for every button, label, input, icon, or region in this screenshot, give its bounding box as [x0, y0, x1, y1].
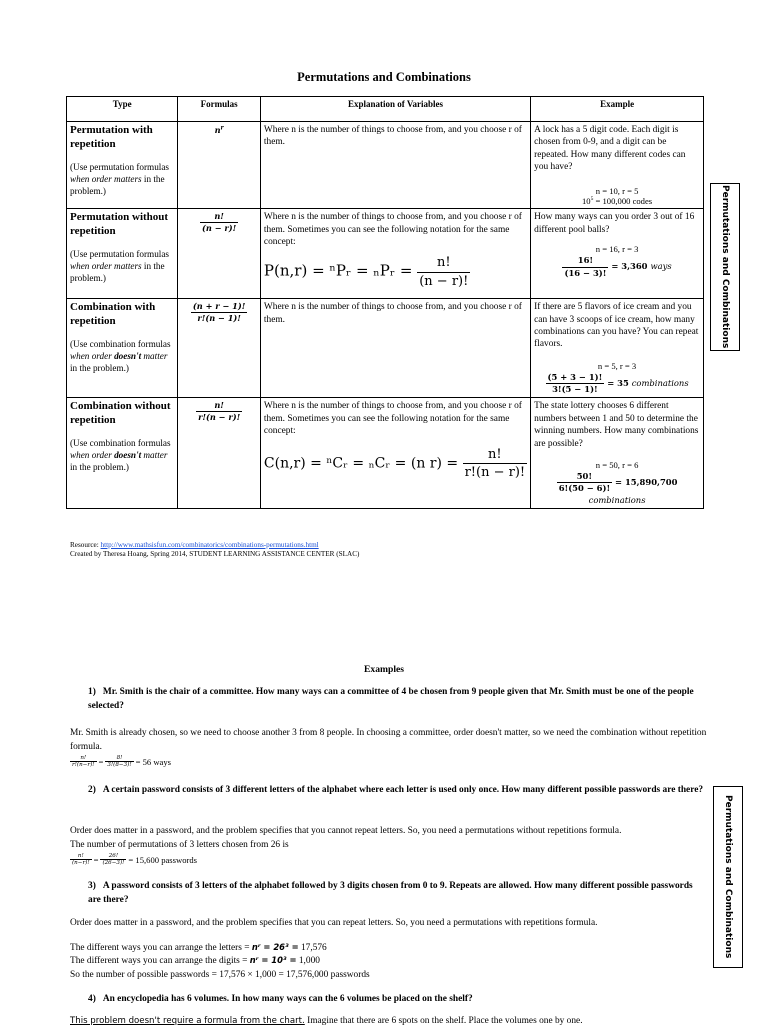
answer-1: Mr. Smith is already chosen, so we need to choose another 3 from 8 people. In choosing a committee, order doesn't matter, so we need the combination without repetition formula.: [70, 728, 707, 753]
type-cell: [67, 122, 178, 209]
example-params: n = 10, r = 5: [595, 185, 639, 196]
answer-3-lines: The different ways you can arrange the letters = nʳ = 26³ = 17,576 The different ways you can arrange the digits = nʳ = 10³ = 1,000 So the number of possible passwords = 17,576 × 1,000 = 17,576,000 passwords: [70, 942, 370, 980]
answer-2: Order does matter in a password, and the problem specifies that you cannot repeat letters. So, you need a permutations without repetitions formula. The number of permutations of 3 letters chosen from 26 is: [70, 826, 622, 851]
explanation-cell: Where n is the number of things to choose from, and you choose r of them.: [260, 299, 530, 398]
formula-table: [66, 96, 704, 509]
example-params: n = 5, r = 3: [597, 360, 637, 371]
example-text: If there are 5 flavors of ice cream and you can have 3 scoops of ice cream, how many combinations can you have? You can repeat flavors.: [534, 302, 699, 350]
formula-cell: [178, 122, 261, 209]
notation-formula: C(n,r) = ⁿCᵣ = ₙCᵣ = (n r) = $\frac{n!}{r!(n - r)!}$: [263, 446, 526, 480]
example-cell: [531, 122, 704, 209]
type-name: Combination with repetition: [70, 301, 156, 327]
formula-cell: [178, 209, 261, 299]
formula-fraction: $\frac{n!}{r!(n - r)!}$: [198, 400, 241, 423]
formula-fraction: $\frac{n!}{(n - r)!}$: [202, 211, 237, 234]
resource-block: Resource: http://www.mathsisfun.com/combinatorics/combinations-permutations.html Created by Theresa Hoang, Spring 2014, STUDENT LEARNING ASSISTANCE CENTER (SLAC): [70, 541, 360, 558]
table-row: [67, 122, 704, 209]
side-tab-top: [710, 183, 740, 351]
table-row: [67, 398, 704, 508]
answer-1-formula: $\frac{n!}{r!(n-r)!}$ = $\frac{8!}{3!(8-3)!}$ = 56 ways: [72, 755, 171, 768]
question-2: 2) A certain password consists of 3 different letters of the alphabet where each letter is used only once. How many different possible passwords are there?: [88, 785, 704, 795]
answer-3: Order does matter in a password, and the problem specifies that you can repeat letters. So, you need a permutations with repetitions formula.: [70, 918, 598, 928]
example-result: $\frac{(5 + 3 - 1)!}{3!(5 - 1)!}$ = 35 combinations: [547, 372, 689, 395]
type-name: Combination without repetition: [70, 400, 171, 427]
header-type: Type: [67, 97, 178, 122]
table-row: [67, 299, 704, 398]
resource-link[interactable]: http://www.mathsisfun.com/combinatorics/combinations-permutations.html: [100, 541, 319, 549]
explanation-cell: Where n is the number of things to choose from, and you choose r of them. Sometimes you can see the following notation for the same concept: C(n,r) = ⁿCᵣ = ₙCᵣ = (n r) = $\frac{n!}{r!(n - r)!}$: [260, 398, 530, 508]
question-1: 1) Mr. Smith is the chair of a committee. How many ways can a committee of 4 be chosen from 9 people given that Mr. Smith must be one of the people selected?: [88, 687, 694, 711]
side-tab-label: Permutations and Combinations: [720, 185, 730, 349]
type-name: Permutation with repetition: [70, 124, 153, 150]
question-4: 4) An encyclopedia has 6 volumes. In how many ways can the 6 volumes be placed on the shelf?: [88, 994, 473, 1004]
answer-4: This problem doesn't require a formula from the chart. Imagine that there are 6 spots on the shelf. Place the volumes one by one.: [70, 1016, 583, 1026]
notation-formula: P(n,r) = ⁿPᵣ = ₙPᵣ = $\frac{n!}{(n - r)!}$: [263, 255, 469, 289]
formula-cell: [178, 398, 261, 508]
header-formulas: Formulas: [178, 97, 261, 122]
example-result: $10^5 = 100,000$ codes: [582, 195, 653, 206]
formula-fraction: $\frac{(n + r - 1)!}{r!(n - 1)!}$: [192, 301, 246, 324]
type-note: (Use permutation formulas when order matters in the problem.): [70, 161, 169, 196]
example-result: $\frac{16!}{(16 - 3)!}$ = 3,360 ways: [564, 255, 672, 278]
examples-title: Examples: [364, 664, 404, 675]
type-cell: [67, 398, 178, 508]
question-3: 3) A password consists of 3 letters of the alphabet followed by 3 digits chosen from 0 to 9. Repeats are allowed. How many different possible passwords are there?: [88, 881, 693, 905]
explanation-cell: Where n is the number of things to choose from, and you choose r of them.: [260, 122, 530, 209]
type-note: (Use combination formulas when order doesn't matter in the problem.): [70, 437, 171, 473]
formula-power: $n^r$: [214, 124, 224, 135]
type-note: (Use combination formulas when order doesn't matter in the problem.): [70, 338, 171, 374]
type-cell: [67, 299, 178, 398]
header-explanation: Explanation of Variables: [260, 97, 530, 122]
example-text: A lock has a 5 digit code. Each digit is chosen from 0-9, and a digit can be repeated. How many different codes can you have?: [534, 125, 686, 173]
example-params: n = 50, r = 6: [595, 460, 639, 471]
header-example: Example: [531, 97, 704, 122]
side-tab-label: Permutations and Combinations: [723, 795, 733, 959]
type-name: Permutation without repetition: [70, 211, 169, 237]
example-cell: [531, 299, 704, 398]
side-tab-bottom: [713, 786, 743, 968]
explanation-cell: Where n is the number of things to choose from, and you choose r of them. Sometimes you can see the following notation for the same concept: P(n,r) = ⁿPᵣ = ₙPᵣ = $\frac{n!}{(n - r)!}$: [260, 209, 530, 299]
type-note: (Use permutation formulas when order matters in the problem.): [70, 248, 169, 284]
example-params: n = 16, r = 3: [595, 244, 639, 255]
formula-cell: [178, 299, 261, 398]
answer-2-formula: $\frac{n!}{(n-r)!}$ = $\frac{26!}{(26-3)!}$ = 15,600 passwords: [72, 853, 198, 866]
example-result: $\frac{50!}{6!(50 - 6)!}$ = 15,890,700 combinations: [558, 471, 678, 505]
page-title: Permutations and Combinations: [297, 70, 471, 84]
credit-line: Created by Theresa Hoang, Spring 2014, STUDENT LEARNING ASSISTANCE CENTER (SLAC): [70, 550, 360, 558]
example-text: How many ways can you order 3 out of 16 different pool balls?: [534, 212, 695, 235]
example-cell: [531, 398, 704, 508]
example-cell: [531, 209, 704, 299]
type-cell: [67, 209, 178, 299]
example-text: The state lottery chooses 6 different numbers between 1 and 50 to determine the winning numbers. How many combinations are possible?: [534, 401, 699, 449]
table-header-row: [67, 97, 704, 122]
table-row: [67, 209, 704, 299]
